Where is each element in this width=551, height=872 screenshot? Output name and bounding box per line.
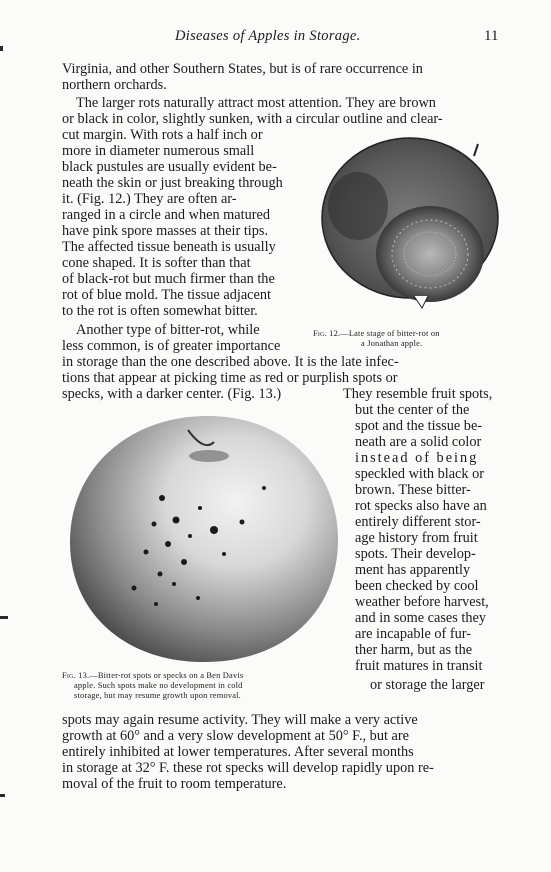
text-line: more in diameter numerous small [62,143,255,159]
text-line: weather before harvest, [355,594,489,610]
text-line: Virginia, and other Southern States, but is of rare occurrence in [62,61,423,77]
figure-12-apple-image [318,136,508,326]
text-line: tions that appear at picking time as red or purplish spots or [62,370,398,386]
text-line: or black in color, slightly sunken, with a circular outline and clear- [62,111,443,127]
page-number: 11 [484,28,499,44]
text-line: brown. These bitter- [355,482,471,498]
text-line: cut margin. With rots a half inch or [62,127,263,143]
text-line: growth at 60° and a very slow development at 50° F., but are [62,728,409,744]
text-line: cone shaped. It is softer than that [62,255,251,271]
text-line: ther harm, but as the [355,642,473,658]
fig-13-caption-text: storage, but may resume growth upon removal. [74,691,241,700]
fig-13-caption-text: apple. Such spots make no development in cold [74,681,243,690]
figure-13-apple-image [64,412,344,667]
text-line: black pustules are usually evident be- [62,159,277,175]
text-line: in storage at 32° F. these rot specks will develop rapidly upon re- [62,760,434,776]
figure-12-caption [313,329,503,349]
figure-13-caption [62,671,347,701]
text-line: in storage than the one described above. It is the late infec- [62,354,399,370]
text-line: entirely different stor- [355,514,481,530]
text-line: it. (Fig. 12.) They are often ar- [62,191,237,207]
text-line: neath the skin or just breaking through [62,175,283,191]
text-line: of black-rot but much firmer than the [62,271,275,287]
text-line: They resemble fruit spots, [343,386,493,402]
scan-mark [0,46,3,51]
text-line: ranged in a circle and when matured [62,207,271,223]
text-line: to the rot is often somewhat bitter. [62,303,258,319]
text-line: but the center of the [355,402,470,418]
text-line: less common, is of greater importance [62,338,281,354]
text-line: specks, with a darker center. (Fig. 13.) [62,386,282,402]
text-line: or storage the larger [370,677,485,693]
text-line: Another type of bitter-rot, while [76,322,260,338]
text-line: spots. Their develop- [355,546,476,562]
text-line: spots may again resume activity. They will make a very active [62,712,418,728]
text-line: entirely inhibited at lower temperatures. After several months [62,744,414,760]
running-header: Diseases of Apples in Storage. [175,28,361,44]
text-line: moval of the fruit to room temperature. [62,776,287,792]
text-line: fruit matures in transit [355,658,483,674]
text-line: ment has apparently [355,562,471,578]
scan-mark [0,794,5,797]
text-line: instead of being [355,450,479,466]
text-line: age history from fruit [355,530,478,546]
fig-13-label: Fig. 13. [62,671,90,680]
text-line: The affected tissue beneath is usually [62,239,276,255]
fig-12-caption-text: —Late stage of bitter-rot on [340,329,440,338]
text-line: northern orchards. [62,77,167,93]
text-line: are incapable of fur- [355,626,472,642]
fig-12-label: Fig. 12. [313,329,341,338]
fig-12-caption-text: a Jonathan apple. [361,339,423,348]
text-line: have pink spore masses at their tips. [62,223,269,239]
text-line: been checked by cool [355,578,479,594]
text-line: neath are a solid color [355,434,482,450]
fig-13-caption-text: —Bitter-rot spots or specks on a Ben Davis [89,671,244,680]
text-line: The larger rots naturally attract most attention. They are brown [76,95,436,111]
text-line: rot specks also have an [355,498,487,514]
text-line: speckled with black or [355,466,485,482]
text-line: spot and the tissue be- [355,418,483,434]
text-line: rot of blue mold. The tissue adjacent [62,287,271,303]
scan-mark [0,616,8,619]
text-line: and in some cases they [355,610,487,626]
